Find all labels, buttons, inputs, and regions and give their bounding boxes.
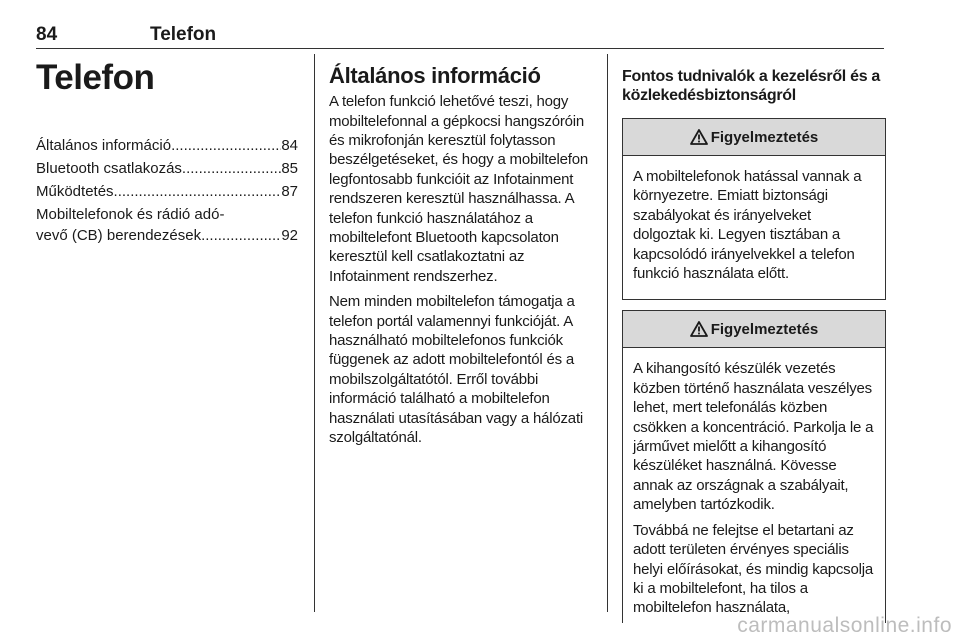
column-divider — [314, 54, 315, 612]
warning-header — [623, 311, 885, 348]
toc-entry-page: 92 — [281, 226, 298, 244]
toc-title: Telefon — [36, 58, 155, 97]
warning-box — [622, 310, 886, 623]
page-header — [36, 24, 884, 49]
general-info-section — [329, 64, 595, 454]
page-number: 84 — [36, 24, 58, 45]
warning-paragraph: Továbbá ne felejtse el betartani az adott területen érvényes speciális helyi előírásokat, és mindig kapcsolja ki a mobiltelefont, ha tilos a mobiltelefon használata, — [633, 521, 874, 617]
warning-box — [622, 118, 886, 300]
toc-entry[interactable] — [36, 135, 298, 156]
warning-body — [623, 156, 885, 299]
toc-entry[interactable] — [36, 181, 298, 202]
toc-leader-dots — [171, 135, 281, 156]
toc-leader-dots — [114, 181, 282, 202]
warning-label: Figyelmeztetés — [710, 320, 819, 338]
body-paragraph: A telefon funkció lehetővé teszi, hogy mobiltelefonnal a gépkocsi hangszóróin és mikrofonján keresztül folytasson beszélgetéseket, és hogy a mobiltelefon legfontosabb funkcióit az Infotainment rendszeren keresztül használhassa. A telefon funkció használatához a mobiltelefont Bluetooth kapcsolaton keresztül kell csatlakoztatni az Infotainment rendszerhez. — [329, 93, 589, 285]
warning-paragraph: A mobiltelefonok hatással vannak a környezetre. Emiatt biztonsági szabályokat és irányelveket dolgoztak ki. Legyen tisztában a kapcsolódó irányelvekkel a telefon funkció használata előtt. — [633, 168, 862, 283]
warning-triangle-icon — [690, 321, 708, 337]
subsection-title: Fontos tudnivalók a kezelésről és a közlekedésbiztonságról — [622, 68, 881, 104]
toc-entry-page: 87 — [281, 182, 298, 200]
section-title: Általános információ — [329, 63, 541, 88]
toc-column — [36, 60, 298, 246]
warning-triangle-icon — [690, 129, 708, 145]
column-divider — [607, 54, 608, 612]
toc-leader-dots — [201, 225, 281, 246]
toc-entry-page: 85 — [281, 159, 298, 177]
warning-body — [623, 348, 885, 623]
chapter-title: Telefon — [150, 24, 217, 45]
toc-entry[interactable] — [36, 158, 298, 179]
warning-label: Figyelmeztetés — [710, 128, 819, 146]
toc-entry-label: Működtetés — [36, 182, 114, 200]
safety-section — [622, 67, 886, 623]
toc-entry-label: Bluetooth csatlakozás — [36, 159, 182, 177]
body-paragraph: Nem minden mobiltelefon támogatja a telefon portál valamennyi funkcióját. A használható mobiltelefonos funkciók függenek az adott mobiltelefontól és a mobilszolgáltatótól. Erről további információ található a mobiltelefon használati utasításában vagy a hálózati szolgáltatónál. — [329, 293, 584, 447]
toc-entry-label-line2: vevő (CB) berendezések — [36, 226, 202, 244]
toc-leader-dots — [182, 158, 281, 179]
toc-entry-label: Általános információ — [36, 136, 172, 154]
watermark: carmanualsonline.info — [737, 614, 952, 637]
toc-entry[interactable] — [36, 204, 298, 246]
warning-paragraph: A kihangosító készülék vezetés közben történő használata veszélyes lehet, mert telefonálás közben csökken a koncentráció. Parkolja le a járművet mielőtt a kihangosító készüléket használná. Kövesse annak az országnak a szabályait, amelyben tartózkodik. — [633, 360, 874, 514]
toc-entry-page: 84 — [281, 136, 298, 154]
toc-entry-label-line1: Mobiltelefonok és rádió adó- — [36, 205, 225, 223]
warning-header — [623, 119, 885, 156]
